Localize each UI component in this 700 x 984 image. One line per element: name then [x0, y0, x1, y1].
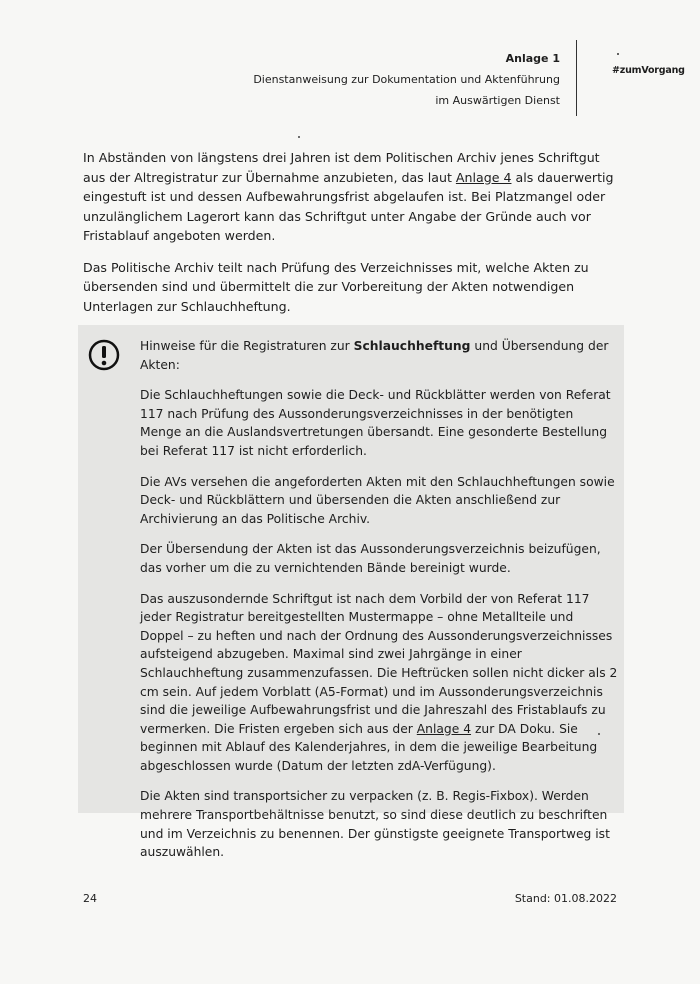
notice-paragraph-3: Der Übersendung der Akten ist das Aussonderungsverzeichnis beizufügen, das vorher um die zu vernichtenden Bände bereinigt wurde.: [140, 542, 601, 575]
notice-heading: Hinweise für die Registraturen zur Schlauchheftung und Übersendung der Akten:: [140, 339, 609, 372]
intro-paragraph-2: Das Politische Archiv teilt nach Prüfung des Verzeichnisses mit, welche Akten zu übersenden sind und übermittelt die zur Vorbereitung der Akten notwendigen Unterlagen zur Schlauchheftung.: [83, 259, 589, 314]
notice-paragraph-5: Die Akten sind transportsicher zu verpacken (z. B. Regis-Fixbox). Werden mehrere Transportbehältnisse benutzt, so sind diese deutlich zu beschriften und im Verzeichnis zu benennen. Der günstigste geeignete Transportweg ist auszuwählen.: [140, 789, 610, 860]
header-title-line2: im Auswärtigen Dienst: [435, 94, 560, 107]
page-number: 24: [83, 892, 97, 905]
intro-section: [83, 148, 623, 328]
exclamation-icon: [88, 339, 120, 371]
annex-label: Anlage 1: [505, 52, 560, 65]
logo-hashtag: #zumVorgang: [612, 65, 685, 76]
notice-paragraph-2: Die AVs versehen die angeforderten Akten mit den Schlauchheftungen sowie Deck- und Rückblättern und übersenden die Akten anschließend zur Archivierung an das Politische Archiv.: [140, 474, 615, 526]
scan-speck: [598, 733, 600, 735]
document-header: [253, 48, 570, 111]
header-title-line1: Dienstanweisung zur Dokumentation und Aktenführung: [253, 73, 560, 86]
notice-content: [140, 337, 618, 874]
notice-paragraph-1: Die Schlauchheftungen sowie die Deck- und Rückblätter werden von Referat 117 nach Prüfung des Aussonderungsverzeichnisses in der benötigten Menge an die Auslandsvertretungen übersandt. Eine gesonderte Bestellung bei Referat 117 ist nicht erforderlich.: [140, 388, 611, 458]
anlage-4-link-2[interactable]: Anlage 4: [416, 721, 472, 736]
document-date: Stand: 01.08.2022: [514, 892, 617, 905]
notice-heading-bold: Schlauchheftung: [353, 339, 471, 353]
notice-paragraph-4: Das auszusondernde Schriftgut ist nach dem Vorbild der von Referat 117 jeder Registratur bereitgestellten Mustermappe – ohne Metallteile und Doppel – zu heften und nach der Ordnung des Aussonderungsverzeichnisses aufsteigend abzugeben. Maximal sind zwei Jahrgänge in einer Schlauchheftung zusammenzufassen. Die Heftrücken sollen nicht dicker als 2 cm sein. Auf jedem Vorblatt (A5-Format) und im Aussonderungsverzeichnis sind die jeweilige Aufbewahrungsfrist und die Jahreszahl des Fristablaufs zu vermerken. Die Fristen ergeben sich aus der Anlage 4 zur DA Doku. Sie beginnen mit Ablauf des Kalenderjahres, in dem die jeweilige Bearbeitung abgeschlossen wurde (Datum der letzten zdA-Verfügung).: [140, 591, 618, 773]
notice-box: [78, 325, 624, 860]
intro-paragraph-1: In Abständen von längstens drei Jahren ist dem Politischen Archiv jenes Schriftgut aus der Altregistratur zur Übernahme anzubieten, das laut Anlage 4 als dauerwertig eingestuft ist und dessen Aufbewahrungsfrist abgelaufen ist. Bei Platzmangel oder unzulänglichem Lagerort kann das Schriftgut unter Angabe der Gründe auch vor Fristablauf angeboten werden.: [83, 150, 614, 243]
scan-speck: [298, 136, 300, 138]
zumvorgang-logo: [584, 50, 684, 98]
header-divider: [576, 40, 577, 116]
anlage-4-link[interactable]: Anlage 4: [455, 169, 512, 185]
